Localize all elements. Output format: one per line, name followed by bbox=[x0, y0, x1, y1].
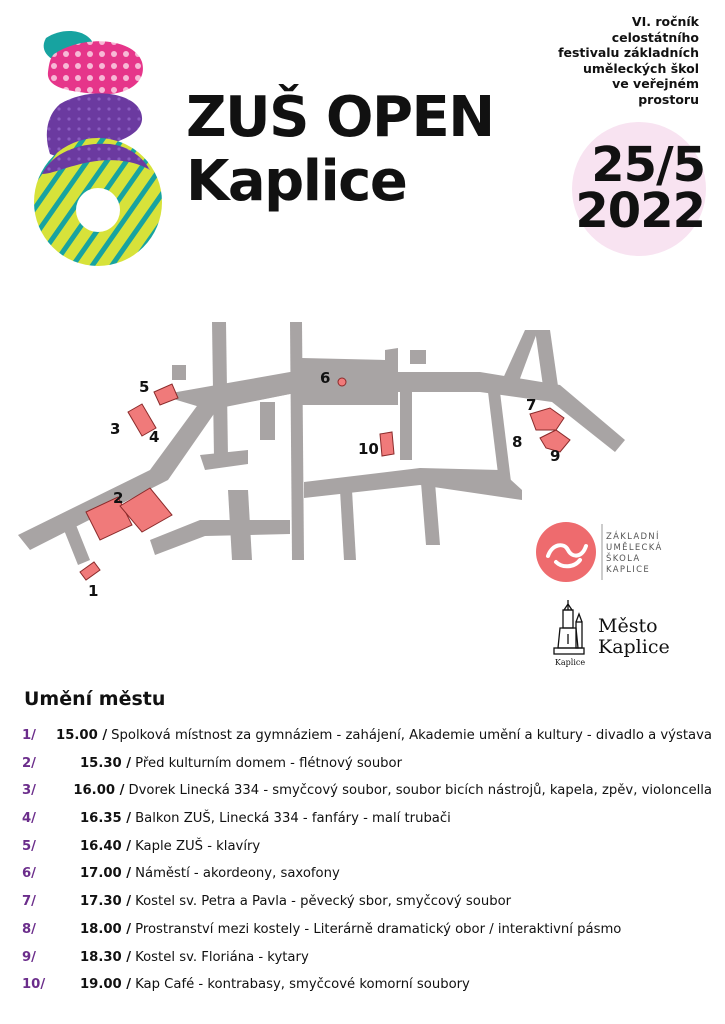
town-name-line: Kaplice bbox=[598, 636, 670, 658]
map-label-9: 9 bbox=[550, 447, 561, 465]
program-item bbox=[22, 866, 712, 894]
school-name-line: ZÁKLADNÍ bbox=[606, 532, 660, 542]
program-item-description: Náměstí - akordeony, saxofony bbox=[135, 866, 340, 882]
program-item-description: Kostel sv. Petra a Pavla - pěvecký sbor, smyčcový soubor bbox=[135, 894, 512, 910]
program-item-time: 18.30 / bbox=[80, 949, 132, 965]
program-item-time: 19.00 / bbox=[80, 977, 132, 993]
program-item-number: 4/ bbox=[22, 811, 36, 827]
map-label-8: 8 bbox=[512, 433, 523, 451]
program-item-time: 15.00 / bbox=[56, 728, 108, 743]
program-item-time: 17.30 / bbox=[80, 894, 132, 910]
school-name bbox=[606, 532, 663, 576]
program-item-number: 1/ bbox=[22, 728, 36, 743]
program-item-description: Kaple ZUŠ - klavíry bbox=[135, 838, 261, 854]
program-item-description: Prostranství mezi kostely - Literárně dramatický obor / interaktivní pásmo bbox=[135, 921, 622, 937]
edition-line: prostoru bbox=[638, 91, 699, 107]
program-item-description: Balkon ZUŠ, Linecká 334 - fanfáry - malí trubači bbox=[135, 811, 451, 827]
school-name-line: UMĚLECKÁ bbox=[606, 543, 663, 553]
program-item bbox=[22, 728, 712, 756]
program-item-number: 7/ bbox=[22, 894, 36, 910]
program-item-description: Před kulturním domem - flétnový soubor bbox=[135, 755, 403, 771]
program-item-description: Dvorek Linecká 334 - smyčcový soubor, soubor bicích nástrojů, kapela, zpěv, violoncella bbox=[128, 783, 712, 799]
program-item-time: 17.00 / bbox=[80, 866, 132, 882]
map-label-1: 1 bbox=[88, 582, 99, 600]
program-item-time: 16.35 / bbox=[80, 811, 132, 827]
map-label-7: 7 bbox=[526, 396, 537, 414]
marker-10-building bbox=[380, 432, 394, 456]
program-item bbox=[22, 922, 712, 950]
edition-line: VI. ročník bbox=[631, 14, 699, 29]
edition-line: celostátního bbox=[611, 29, 699, 45]
program-item-number: 6/ bbox=[22, 866, 36, 882]
program-item bbox=[22, 811, 712, 839]
date-year: 2022 bbox=[575, 183, 705, 239]
school-logo-circle bbox=[536, 522, 596, 582]
program-item-number: 10/ bbox=[22, 977, 46, 993]
program-item-time: 18.00 / bbox=[80, 921, 132, 937]
map-label-10: 10 bbox=[358, 440, 379, 458]
program-item bbox=[22, 839, 712, 867]
festival-logo bbox=[24, 24, 170, 274]
school-name-line: ŠKOLA bbox=[606, 554, 641, 564]
program-item-time: 15.30 / bbox=[80, 755, 132, 771]
program-item-time: 16.00 / bbox=[73, 783, 125, 799]
map-label-6: 6 bbox=[320, 369, 331, 387]
program-title: Umění městu bbox=[24, 688, 166, 710]
marker-1-building bbox=[80, 562, 100, 580]
title-line-1: ZUŠ OPEN bbox=[186, 85, 494, 150]
edition-line: uměleckých škol bbox=[583, 60, 699, 76]
crest-caption: Kaplice bbox=[554, 658, 586, 667]
map-label-3: 3 bbox=[110, 420, 121, 438]
program-item-number: 8/ bbox=[22, 921, 36, 937]
town-crest-icon bbox=[548, 598, 592, 668]
program-list bbox=[22, 728, 712, 1005]
program-item bbox=[22, 977, 712, 1005]
program-item-number: 5/ bbox=[22, 838, 36, 854]
program-item-number: 2/ bbox=[22, 755, 36, 771]
program-item bbox=[22, 756, 712, 784]
program-item-number: 9/ bbox=[22, 949, 36, 965]
program-item-description: Kostel sv. Floriána - kytary bbox=[135, 949, 309, 965]
program-item bbox=[22, 783, 712, 811]
marker-5-building bbox=[154, 384, 178, 405]
school-name-line: KAPLICE bbox=[606, 565, 651, 575]
town-name bbox=[598, 616, 670, 658]
title-line-2: Kaplice bbox=[186, 149, 407, 214]
program-item bbox=[22, 950, 712, 978]
program-item-time: 16.40 / bbox=[80, 838, 132, 854]
program-item-description: Kap Café - kontrabasy, smyčcové komorní soubory bbox=[135, 977, 470, 993]
edition-line: ve veřejném bbox=[612, 76, 699, 91]
town-name-line: Město bbox=[598, 615, 658, 637]
date-day-month: 25/5 bbox=[591, 137, 705, 193]
map-label-5: 5 bbox=[139, 378, 150, 396]
map-label-2: 2 bbox=[113, 489, 124, 507]
program-item bbox=[22, 894, 712, 922]
program-item-number: 3/ bbox=[22, 783, 36, 799]
map-label-4: 4 bbox=[149, 428, 160, 446]
edition-line: festivalu základních bbox=[558, 45, 699, 60]
edition-text bbox=[509, 14, 699, 107]
marker-6-point bbox=[338, 378, 346, 386]
program-item-description: Spolková místnost za gymnáziem - zahájení, Akademie umění a kultury - divadlo a výstava bbox=[111, 728, 712, 743]
